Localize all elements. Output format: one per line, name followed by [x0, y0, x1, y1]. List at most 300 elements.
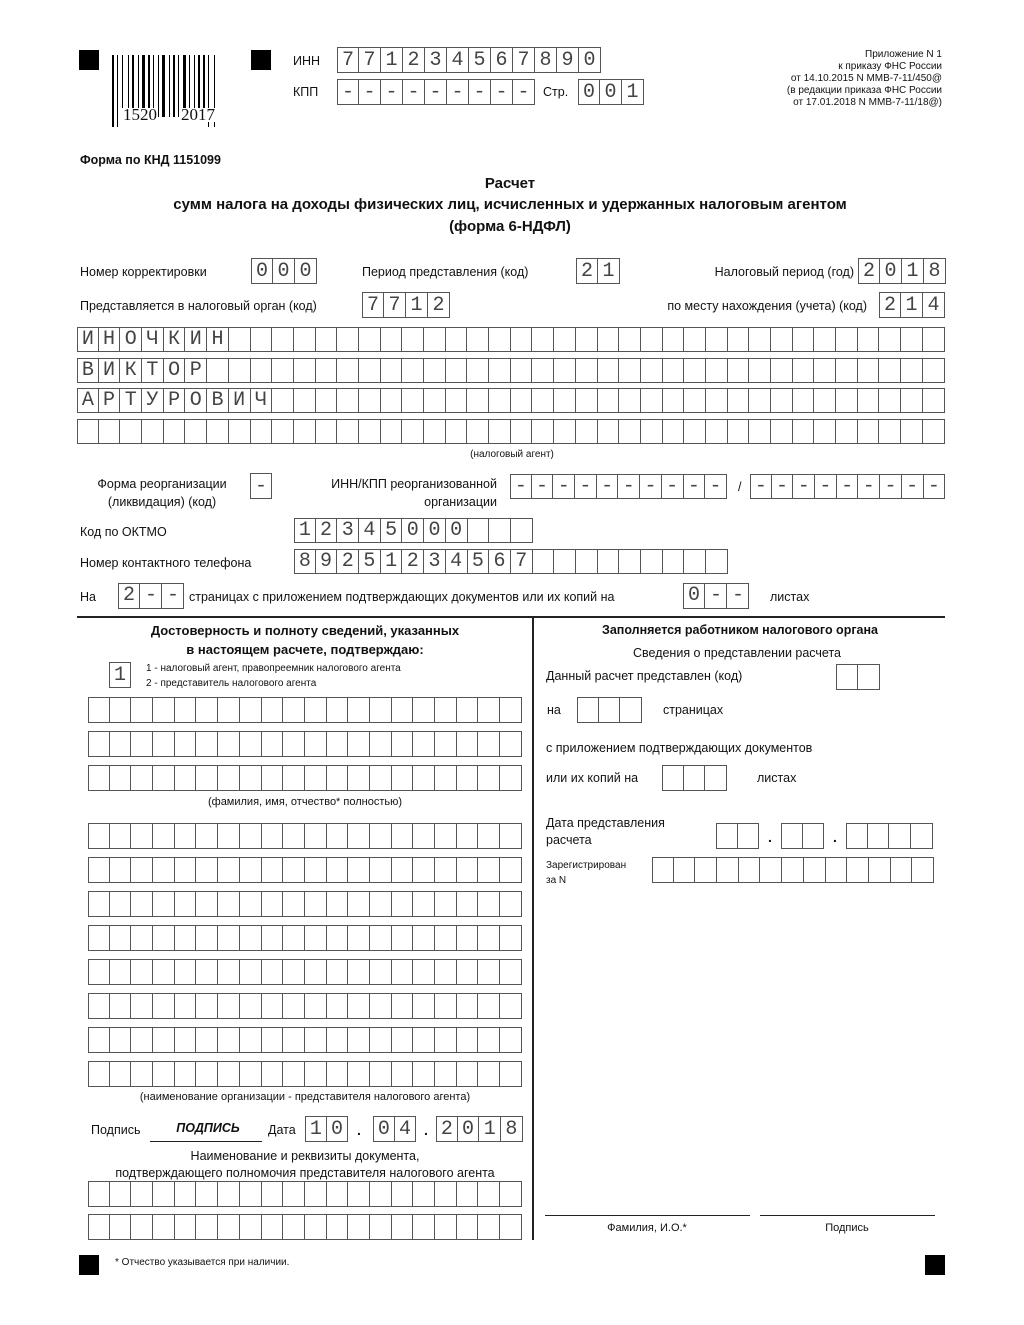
char-cell: [500, 1027, 522, 1053]
char-cell: 7: [511, 549, 533, 574]
char-cell: [478, 1027, 500, 1053]
form-knd: Форма по КНД 1151099: [80, 153, 221, 167]
char-cell: [923, 388, 945, 413]
char-cell: [370, 891, 392, 917]
char-cell: [500, 1214, 522, 1240]
char-cell: [533, 549, 555, 574]
char-cell: [662, 765, 684, 791]
char-cell: [500, 697, 522, 723]
char-cell: [478, 1061, 500, 1087]
authority-label: Представляется в налоговый орган (код): [80, 299, 317, 313]
office-reg-field[interactable]: [652, 857, 934, 883]
confirm-entry-row[interactable]: [88, 925, 522, 951]
char-cell: [370, 925, 392, 951]
correction-label: Номер корректировки: [80, 265, 207, 279]
char-cell: [413, 891, 435, 917]
char-cell: [294, 419, 316, 444]
char-cell: [196, 731, 218, 757]
char-cell: [272, 358, 294, 383]
reorg-field[interactable]: [250, 473, 272, 499]
char-cell: [370, 857, 392, 883]
char-cell: [889, 823, 911, 849]
char-cell: [185, 419, 207, 444]
reorg-separator: /: [738, 480, 742, 494]
char-cell: [695, 857, 717, 883]
char-cell: [305, 891, 327, 917]
char-cell: [327, 925, 349, 951]
char-cell: [598, 549, 620, 574]
form-subtitle: сумм налога на доходы физических лиц, исчисленных и удержанных налоговым агентом: [173, 196, 847, 213]
doc-caption: Наименование и реквизиты документа,: [190, 1149, 420, 1163]
office-pages-field[interactable]: [577, 697, 642, 723]
char-cell: -: [532, 474, 554, 499]
char-cell: [684, 388, 706, 413]
confirm-entry-row[interactable]: [88, 959, 522, 985]
char-cell: [131, 857, 153, 883]
char-cell: [348, 731, 370, 757]
char-cell: -: [662, 474, 684, 499]
char-cell: [435, 925, 457, 951]
char-cell: [262, 697, 284, 723]
char-cell: [684, 327, 706, 352]
office-date-month[interactable]: [781, 823, 824, 849]
reorg-kpp-field[interactable]: [750, 474, 945, 499]
char-cell: [901, 388, 923, 413]
char-cell: [131, 993, 153, 1019]
office-sign-label: Подпись: [825, 1222, 869, 1234]
char-cell: [153, 993, 175, 1019]
char-cell: -: [425, 79, 447, 105]
char-cell: [88, 1061, 110, 1087]
office-fio-line: [545, 1215, 750, 1216]
char-cell: -: [381, 79, 403, 105]
confirm-entry-row[interactable]: [88, 697, 522, 723]
char-cell: [728, 388, 750, 413]
org-caption: (наименование организации - представителя налогового агента): [139, 1091, 471, 1103]
char-cell: [240, 1214, 262, 1240]
char-cell: [327, 731, 349, 757]
char-cell: [424, 327, 446, 352]
char-cell: [836, 388, 858, 413]
char-cell: [283, 765, 305, 791]
char-cell: Р: [185, 358, 207, 383]
char-cell: [598, 358, 620, 383]
char-cell: [218, 1181, 240, 1207]
office-sheets-field[interactable]: [662, 765, 727, 791]
char-cell: [392, 731, 414, 757]
char-cell: [793, 419, 815, 444]
char-cell: [370, 823, 392, 849]
confirm-entry-row[interactable]: [88, 1027, 522, 1053]
char-cell: 9: [316, 549, 338, 574]
char-cell: [771, 388, 793, 413]
char-cell: [218, 1061, 240, 1087]
kpp-field[interactable]: [337, 79, 535, 105]
char-cell: [771, 327, 793, 352]
confirm-entry-row[interactable]: [88, 823, 522, 849]
location-field[interactable]: [879, 292, 945, 318]
char-cell: [196, 823, 218, 849]
char-cell: [598, 327, 620, 352]
char-cell: [500, 823, 522, 849]
confirm-entry-row[interactable]: [88, 1181, 522, 1207]
confirm-title-2: в настоящем расчете, подтверждаю:: [186, 642, 424, 657]
form-code: (форма 6-НДФЛ): [449, 218, 571, 235]
char-cell: [110, 1061, 132, 1087]
char-cell: [175, 993, 197, 1019]
confirm-entry-row[interactable]: [88, 765, 522, 791]
char-cell: [153, 697, 175, 723]
char-cell: [619, 327, 641, 352]
char-cell: [879, 358, 901, 383]
char-cell: Т: [142, 358, 164, 383]
office-reg-label: Зарегистрирован: [546, 860, 627, 871]
char-cell: [705, 765, 727, 791]
char-cell: [435, 959, 457, 985]
char-cell: 7: [359, 47, 381, 73]
signature-line: [150, 1141, 262, 1142]
char-cell: [923, 358, 945, 383]
char-cell: [500, 765, 522, 791]
char-cell: [489, 419, 511, 444]
char-cell: [283, 857, 305, 883]
office-date-label-2: расчета: [546, 833, 592, 847]
char-cell: [716, 823, 738, 849]
char-cell: Р: [99, 388, 121, 413]
sheets-field[interactable]: 0--: [688, 584, 755, 607]
char-cell: 6: [491, 47, 513, 73]
char-cell: [294, 358, 316, 383]
char-cell: [283, 1181, 305, 1207]
office-date-year[interactable]: [846, 823, 933, 849]
char-cell: [153, 959, 175, 985]
char-cell: [392, 925, 414, 951]
char-cell: -: [337, 79, 359, 105]
reorg-inn-field[interactable]: [510, 474, 727, 499]
char-cell: [337, 327, 359, 352]
char-cell: [327, 1214, 349, 1240]
char-cell: [392, 1027, 414, 1053]
char-cell: [760, 857, 782, 883]
char-cell: [88, 993, 110, 1019]
char-cell: [392, 993, 414, 1019]
pages-field[interactable]: 2--: [123, 584, 190, 607]
char-cell: [359, 327, 381, 352]
correction-field[interactable]: [251, 258, 317, 284]
char-cell: [435, 1181, 457, 1207]
char-cell: [88, 1214, 110, 1240]
date-month-field[interactable]: [373, 1116, 416, 1142]
barcode-number-right: 2017: [181, 105, 215, 124]
char-cell: [218, 993, 240, 1019]
period-field[interactable]: [576, 258, 620, 284]
char-cell: [305, 959, 327, 985]
office-code-field[interactable]: [836, 664, 880, 690]
char-cell: 4: [923, 292, 945, 318]
char-cell: [511, 358, 533, 383]
annex-note: [787, 49, 942, 109]
char-cell: [131, 697, 153, 723]
char-cell: [467, 358, 489, 383]
char-cell: [836, 664, 858, 690]
char-cell: 1: [406, 292, 428, 318]
char-cell: [175, 765, 197, 791]
char-cell: [218, 925, 240, 951]
char-cell: [240, 857, 262, 883]
char-cell: [272, 419, 294, 444]
char-cell: [739, 857, 761, 883]
char-cell: [337, 358, 359, 383]
char-cell: [771, 419, 793, 444]
char-cell: [262, 731, 284, 757]
char-cell: [576, 549, 598, 574]
char-cell: 8: [535, 47, 557, 73]
char-cell: [500, 959, 522, 985]
char-cell: [402, 358, 424, 383]
char-cell: [262, 925, 284, 951]
char-cell: [175, 925, 197, 951]
char-cell: [283, 959, 305, 985]
char-cell: [262, 993, 284, 1019]
char-cell: [327, 959, 349, 985]
char-cell: [826, 857, 848, 883]
char-cell: [110, 959, 132, 985]
char-cell: [532, 419, 554, 444]
char-cell: [381, 327, 403, 352]
char-cell: [327, 1061, 349, 1087]
char-cell: [272, 388, 294, 413]
char-cell: 2: [337, 549, 359, 574]
char-cell: [370, 1027, 392, 1053]
char-cell: [196, 891, 218, 917]
annex-line: от 14.10.2015 N ММВ-7-11/450@: [790, 73, 942, 84]
char-cell: [153, 823, 175, 849]
char-cell: [305, 1061, 327, 1087]
char-cell: [500, 993, 522, 1019]
char-cell: [576, 419, 598, 444]
phone-field[interactable]: [294, 549, 728, 574]
char-cell: [316, 388, 338, 413]
char-cell: [782, 857, 804, 883]
char-cell: [251, 327, 273, 352]
char-cell: [88, 959, 110, 985]
char-cell: [706, 549, 728, 574]
char-cell: [576, 388, 598, 413]
char-cell: [435, 697, 457, 723]
char-cell: [641, 327, 663, 352]
char-cell: [283, 1214, 305, 1240]
char-cell: [413, 731, 435, 757]
inn-field[interactable]: [337, 47, 601, 73]
char-cell: 0: [402, 518, 424, 543]
date-day-field[interactable]: [305, 1116, 348, 1142]
char-cell: [207, 419, 229, 444]
office-date-day[interactable]: [716, 823, 759, 849]
char-cell: [240, 993, 262, 1019]
confirm-entry-row[interactable]: [88, 891, 522, 917]
char-cell: [88, 765, 110, 791]
char-cell: 0: [446, 518, 468, 543]
char-cell: [305, 765, 327, 791]
char-cell: [413, 1181, 435, 1207]
confirm-entry-row[interactable]: [88, 1214, 522, 1240]
char-cell: И: [229, 388, 251, 413]
date-year-field[interactable]: [436, 1116, 523, 1142]
char-cell: [858, 327, 880, 352]
char-cell: -: [250, 473, 272, 499]
char-cell: [478, 925, 500, 951]
char-cell: [196, 1214, 218, 1240]
char-cell: -: [772, 474, 794, 499]
char-cell: [901, 419, 923, 444]
char-cell: [891, 857, 913, 883]
char-cell: 2: [403, 47, 425, 73]
signature: ПОДПИСЬ: [176, 1121, 240, 1135]
char-cell: 1: [381, 549, 403, 574]
char-cell: [500, 891, 522, 917]
confirm-entry-row[interactable]: [88, 857, 522, 883]
char-cell: 1: [479, 1116, 501, 1142]
char-cell: [879, 388, 901, 413]
char-cell: [175, 731, 197, 757]
char-cell: [218, 959, 240, 985]
char-cell: [262, 823, 284, 849]
char-cell: [478, 857, 500, 883]
char-cell: 3: [424, 549, 446, 574]
char-cell: [446, 327, 468, 352]
confirm-entry-row[interactable]: [88, 1061, 522, 1087]
char-cell: 3: [337, 518, 359, 543]
annex-line: Приложение N 1: [865, 49, 942, 60]
agent-line-3[interactable]: [77, 388, 945, 413]
office-attach-label: с приложением подтверждающих документов: [546, 741, 813, 755]
char-cell: 1: [901, 292, 923, 318]
confirm-code-field[interactable]: [109, 662, 131, 688]
char-cell: [196, 857, 218, 883]
char-cell: 8: [924, 258, 946, 284]
char-cell: [728, 327, 750, 352]
char-cell: [359, 388, 381, 413]
char-cell: [446, 419, 468, 444]
char-cell: [706, 419, 728, 444]
char-cell: [348, 891, 370, 917]
tax-period-field[interactable]: [858, 258, 946, 284]
char-cell: [305, 857, 327, 883]
char-cell: Н: [207, 327, 229, 352]
char-cell: [283, 925, 305, 951]
char-cell: [348, 1061, 370, 1087]
char-cell: [663, 358, 685, 383]
char-cell: 1: [381, 47, 403, 73]
date-separator: .: [424, 1122, 428, 1138]
char-cell: [435, 765, 457, 791]
char-cell: [327, 993, 349, 1019]
char-cell: 8: [501, 1116, 523, 1142]
alignment-marker: [251, 50, 271, 70]
char-cell: [641, 358, 663, 383]
char-cell: [110, 823, 132, 849]
char-cell: [305, 1027, 327, 1053]
char-cell: [836, 358, 858, 383]
char-cell: [240, 697, 262, 723]
barcode-number-left: 1520: [123, 105, 157, 124]
char-cell: О: [120, 327, 142, 352]
char-cell: [435, 731, 457, 757]
confirm-entry-row[interactable]: [88, 731, 522, 757]
char-cell: -: [880, 474, 902, 499]
char-cell: 2: [402, 549, 424, 574]
char-cell: [413, 697, 435, 723]
office-subtitle: Сведения о представлении расчета: [632, 646, 842, 660]
char-cell: [218, 1214, 240, 1240]
page-field[interactable]: [578, 79, 644, 105]
agent-line-4[interactable]: [77, 419, 945, 444]
char-cell: 1: [902, 258, 924, 284]
char-cell: [348, 1027, 370, 1053]
char-cell: [435, 823, 457, 849]
char-cell: [554, 388, 576, 413]
char-cell: [294, 327, 316, 352]
char-cell: -: [705, 474, 727, 499]
agent-line-2[interactable]: [77, 358, 945, 383]
confirm-entry-row[interactable]: [88, 993, 522, 1019]
agent-line-1[interactable]: [77, 327, 945, 352]
char-cell: [175, 1214, 197, 1240]
char-cell: [424, 358, 446, 383]
char-cell: [359, 419, 381, 444]
char-cell: [370, 731, 392, 757]
char-cell: [836, 327, 858, 352]
char-cell: 1: [294, 518, 316, 543]
char-cell: [457, 891, 479, 917]
date-separator: .: [768, 829, 772, 845]
char-cell: [749, 327, 771, 352]
char-cell: [131, 731, 153, 757]
char-cell: -: [750, 474, 772, 499]
char-cell: [478, 765, 500, 791]
char-cell: 0: [327, 1116, 349, 1142]
char-cell: [262, 857, 284, 883]
char-cell: 0: [273, 258, 295, 284]
reorg-inn-label: ИНН/КПП реорганизованной: [331, 477, 497, 491]
char-cell: -: [858, 474, 880, 499]
alignment-marker: [925, 1255, 945, 1275]
authority-field[interactable]: [362, 292, 450, 318]
char-cell: [598, 388, 620, 413]
char-cell: [207, 358, 229, 383]
char-cell: [500, 1181, 522, 1207]
char-cell: [435, 857, 457, 883]
reorg-inn-label-2: организации: [424, 495, 497, 509]
char-cell: [728, 419, 750, 444]
oktmo-field[interactable]: [294, 518, 533, 543]
char-cell: 3: [425, 47, 447, 73]
char-cell: [196, 1181, 218, 1207]
char-cell: [175, 1061, 197, 1087]
char-cell: 0: [251, 258, 273, 284]
char-cell: [641, 388, 663, 413]
char-cell: [153, 1214, 175, 1240]
char-cell: [641, 419, 663, 444]
char-cell: -: [510, 474, 532, 499]
char-cell: [554, 549, 576, 574]
char-cell: [153, 1027, 175, 1053]
char-cell: О: [164, 358, 186, 383]
char-cell: [316, 327, 338, 352]
char-cell: [110, 731, 132, 757]
char-cell: [131, 1214, 153, 1240]
barcode-bar: [178, 55, 179, 117]
